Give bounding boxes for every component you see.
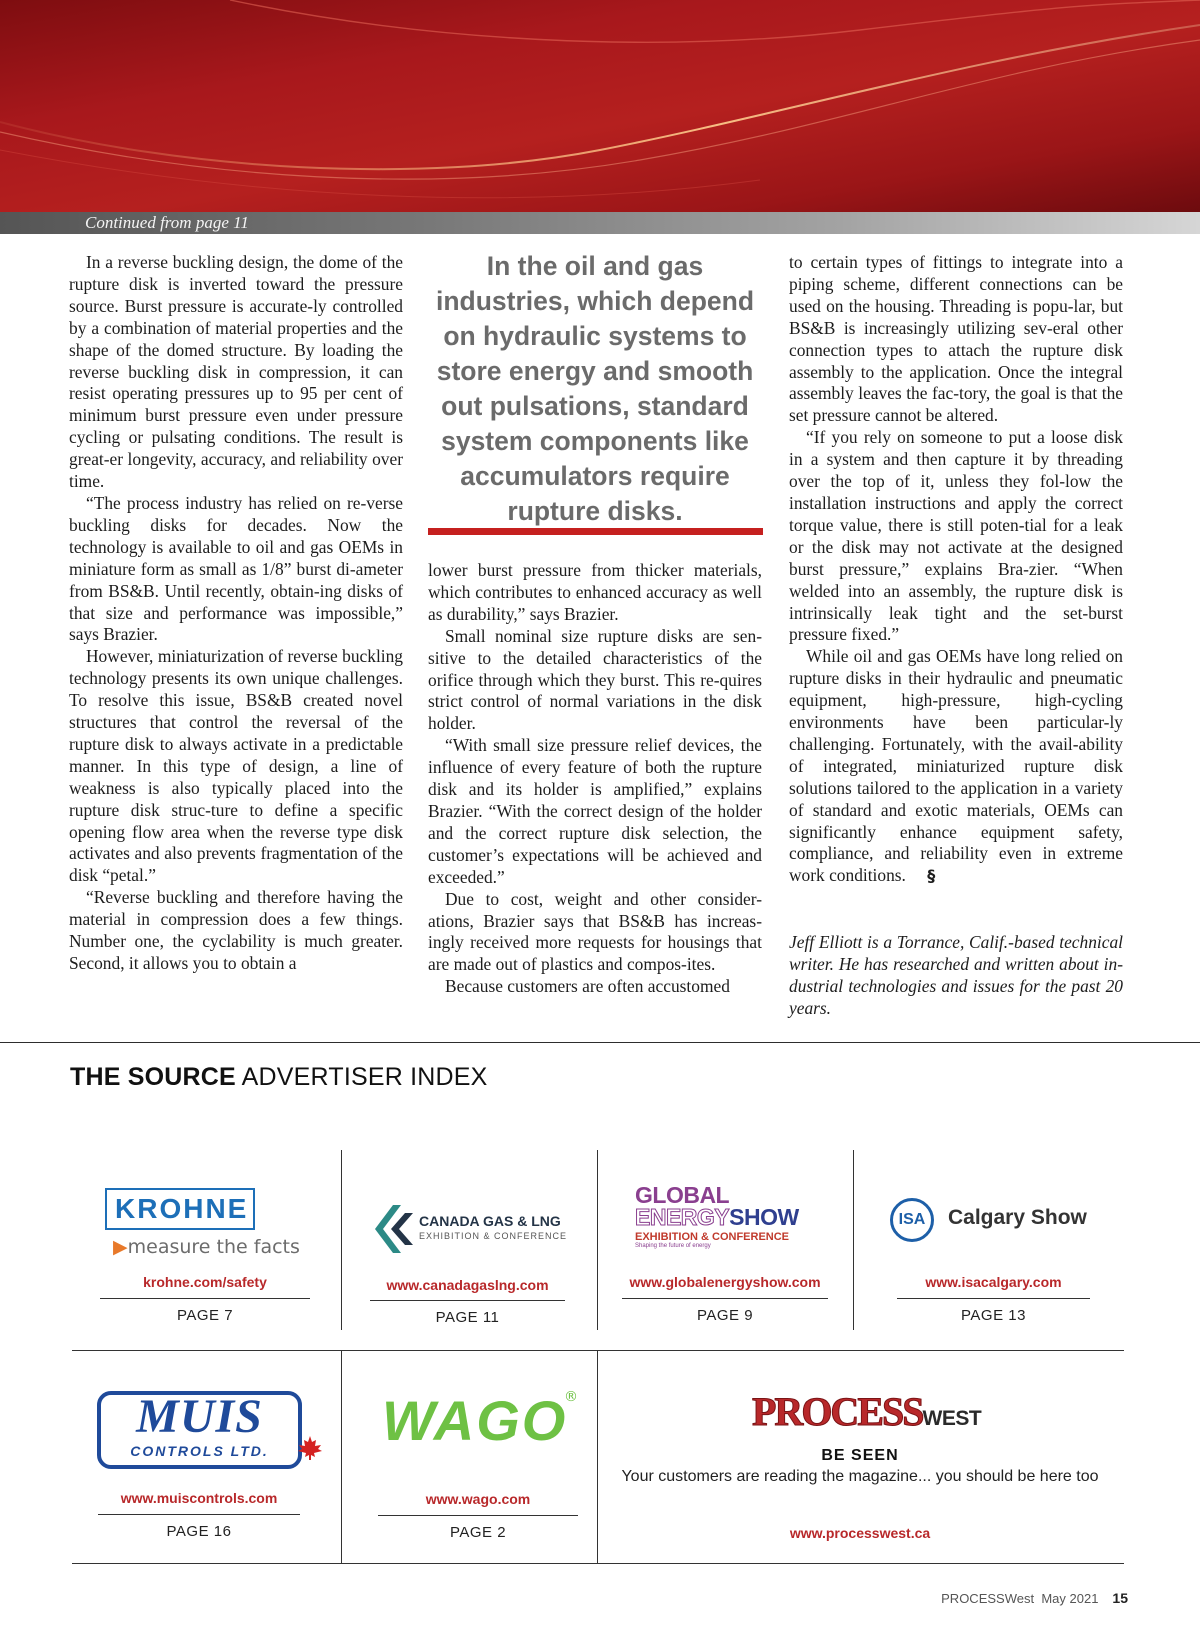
krohne-tagline-text: measure the facts (127, 1236, 300, 1258)
advertiser-link[interactable]: krohne.com/safety (143, 1274, 267, 1290)
page-footer (941, 1590, 1128, 1606)
advertiser-link[interactable]: www.globalenergyshow.com (629, 1274, 821, 1290)
advertiser-page: PAGE 11 (435, 1309, 500, 1326)
processwest-sub: WEST (922, 1407, 982, 1430)
paragraph-text: While oil and gas OEMs have long relied on rupture disks in their hydraulic and pneumatic equipment, high-pressure, high-cycling environments have been particular-ly challenging. Fortunately, with the avail-ability of integrated, miniaturized rupture disk solutions tailored to the application in a variety of standard and exotic materials, OEMs can significantly enhance equipment safety, compliance, and reliability even in extreme work conditions. (789, 646, 1123, 886)
advertiser-page: PAGE 2 (449, 1524, 507, 1541)
end-mark-icon: § (927, 866, 936, 886)
processwest-logo[interactable] (752, 1388, 982, 1435)
continued-from-label: Continued from page 11 (85, 213, 249, 232)
cell-rule (98, 1514, 300, 1515)
paragraph: “The process industry has relied on re-verse buckling disks for decades. Now the technology is available to oil and gas OEMs in miniature form as small as 1/8” burst di-ameter from BS&B. Until recently, obtain-ing disks of that size and performance was impossible,” says Brazier. (69, 492, 403, 645)
global-energy-subtag: Shaping the future of energy (635, 1243, 711, 1249)
advertiser-page: PAGE 13 (961, 1307, 1026, 1324)
advertiser-page: PAGE 7 (176, 1307, 234, 1324)
banner-light-streaks (0, 0, 1200, 212)
section-divider (0, 1042, 1200, 1043)
grid-divider (597, 1350, 598, 1564)
grid-divider (341, 1350, 342, 1564)
isa-name: Calgary Show (948, 1206, 1087, 1229)
promo-link[interactable]: www.processwest.ca (789, 1525, 931, 1541)
paragraph: In a reverse buckling design, the dome of the rupture disk is inverted toward the pressure source. Burst pressure is accurate-ly controlled by a combination of material properties and the shape of the domed structure. By loading the reverse buckling disk in compression, it can resist operating pressures up to 95 per cent of minimum burst pressure even under pressure cycling or pulsating conditions. The result is great-er longevity, accuracy, and reliability over time. (69, 252, 403, 492)
global-energy-line1: GLOBAL (635, 1182, 730, 1208)
muis-wordmark: MUIS (136, 1390, 263, 1443)
header-banner (0, 0, 1200, 212)
be-seen-text: Your customers are reading the magazine... you should be here too (621, 1468, 1099, 1485)
canada-gas-chevron-icon (375, 1205, 415, 1253)
muis-tagline: CONTROLS LTD. (130, 1443, 269, 1459)
cell-rule (897, 1298, 1090, 1299)
grid-divider (853, 1150, 854, 1330)
author-bio: Jeff Elliott is a Torrance, Calif.-based technical writer. He has researched and written about in-dustrial technologies and issues for the past 20 years. (789, 932, 1123, 1018)
cell-rule (378, 1515, 578, 1516)
paragraph (789, 646, 1123, 887)
grid-divider (72, 1563, 1124, 1564)
muis-controls-logo[interactable] (97, 1391, 327, 1473)
energy-word: ENERGY (635, 1204, 730, 1230)
article-column-3 (789, 252, 1123, 887)
grid-divider (597, 1150, 598, 1330)
paragraph: Due to cost, weight and other consider-ations, Brazier says that BS&B has increas-ingly received more requests for housings that are made out of plastics and compos-ites. (428, 888, 762, 975)
grid-divider (341, 1150, 342, 1330)
paragraph: lower burst pressure from thicker materials, which contributes to enhanced accuracy as well as durability,” says Brazier. (428, 560, 762, 624)
paragraph: “Reverse buckling and therefore having the material in compression does a few things. Number one, the cyclability is much greater. Second, it allows you to obtain a (69, 887, 403, 973)
show-word: SHOW (729, 1204, 799, 1230)
global-energy-show-logo[interactable] (635, 1184, 835, 1249)
grid-divider (72, 1350, 1124, 1351)
registered-mark-icon: ® (564, 1389, 578, 1405)
advertiser-index-title (70, 1063, 488, 1092)
advertiser-link[interactable]: www.wago.com (425, 1491, 531, 1507)
cell-rule (622, 1298, 828, 1299)
processwest-main: PROCESS (752, 1389, 923, 1434)
advertiser-link[interactable]: www.isacalgary.com (925, 1274, 1062, 1290)
continued-bar (0, 212, 1200, 234)
issue-date: May 2021 (1041, 1591, 1099, 1606)
advertiser-page: PAGE 16 (166, 1523, 232, 1540)
maple-leaf-icon (297, 1435, 323, 1461)
title-rest: ADVERTISER INDEX (235, 1063, 488, 1091)
publication-name: PROCESSWest (941, 1591, 1035, 1606)
paragraph: However, miniaturization of reverse buckling technology presents its own unique challenges. To resolve this issue, BS&B created novel structures that control the reversal of the rupture disk to always activate in a predictable manner. In this type of design, a line of weakness is also typically placed into the rupture disk struc-ture to define a specific opening flow area when the reverse type disk activates and also prevents fragmentation of the disk “petal.” (69, 646, 403, 886)
article-column-2 (428, 560, 762, 998)
be-seen-promo (600, 1447, 1120, 1486)
advertiser-page: PAGE 9 (696, 1307, 754, 1324)
paragraph: Because customers are often accustomed (445, 976, 730, 997)
global-energy-tagline: EXHIBITION & CONFERENCE (635, 1231, 790, 1243)
title-bold: THE SOURCE (70, 1063, 236, 1091)
advertiser-link[interactable]: www.canadagaslng.com (386, 1277, 549, 1293)
cell-rule (370, 1300, 565, 1301)
canada-gas-tagline: EXHIBITION & CONFERENCE (419, 1231, 568, 1241)
pull-quote: In the oil and gas industries, which depend on hydraulic systems to store energy and smooth out pulsations, standard system components like accumulators require rupture disks. (435, 251, 755, 526)
krohne-tagline (113, 1236, 300, 1258)
isa-badge-icon: ISA (890, 1198, 934, 1242)
be-seen-heading: BE SEEN (821, 1447, 899, 1464)
paragraph: “With small size pressure relief devices, the influence of every feature of both the rupture disk and its holder is amplified,” explains Brazier. “With the correct design of the holder and the correct rupture disk selection, the customer’s expectations will be achieved and exceeded.” (428, 735, 762, 887)
arrow-icon: ▶ (113, 1236, 128, 1258)
paragraph: Small nominal size rupture disks are sen-sitive to the detailed characteristics of the orifice through which they burst. This re-quires strict control of normal variations in the disk holder. (428, 625, 762, 734)
advertiser-link[interactable]: www.muiscontrols.com (120, 1490, 278, 1506)
article-column-1 (69, 252, 403, 975)
canada-gas-name: CANADA GAS & LNG (419, 1213, 561, 1229)
global-energy-line2 (635, 1206, 835, 1228)
paragraph: to certain types of fittings to integrate into a piping scheme, different connections can be used on the housing. Threading is popu-lar, but BS&B is increasingly utilizing sev-eral other connection types to attach the rupture disk assembly to the application. Once the integral assembly leaves the fac-tory, the goal is that the set pressure cannot be altered. (789, 252, 1123, 426)
pull-quote-rule (428, 528, 763, 535)
page-number: 15 (1112, 1590, 1128, 1606)
krohne-logo[interactable] (105, 1188, 300, 1258)
krohne-wordmark: KROHNE (105, 1188, 255, 1230)
wago-logo[interactable] (382, 1389, 582, 1452)
paragraph: “If you rely on someone to put a loose disk in a system and then capture it by threading over the top of it, unless they fol-low the installation instructions and apply the correct torque value, there is still poten-tial for a leak or the disk may not activate at the designed burst pressure,” explains Bra-zier. “When welded into an assembly, the rupture disk is intrinsically leak tight and the set-burst pressure fixed.” (789, 427, 1123, 645)
cell-rule (100, 1298, 310, 1299)
wago-wordmark: WAGO (382, 1389, 568, 1452)
